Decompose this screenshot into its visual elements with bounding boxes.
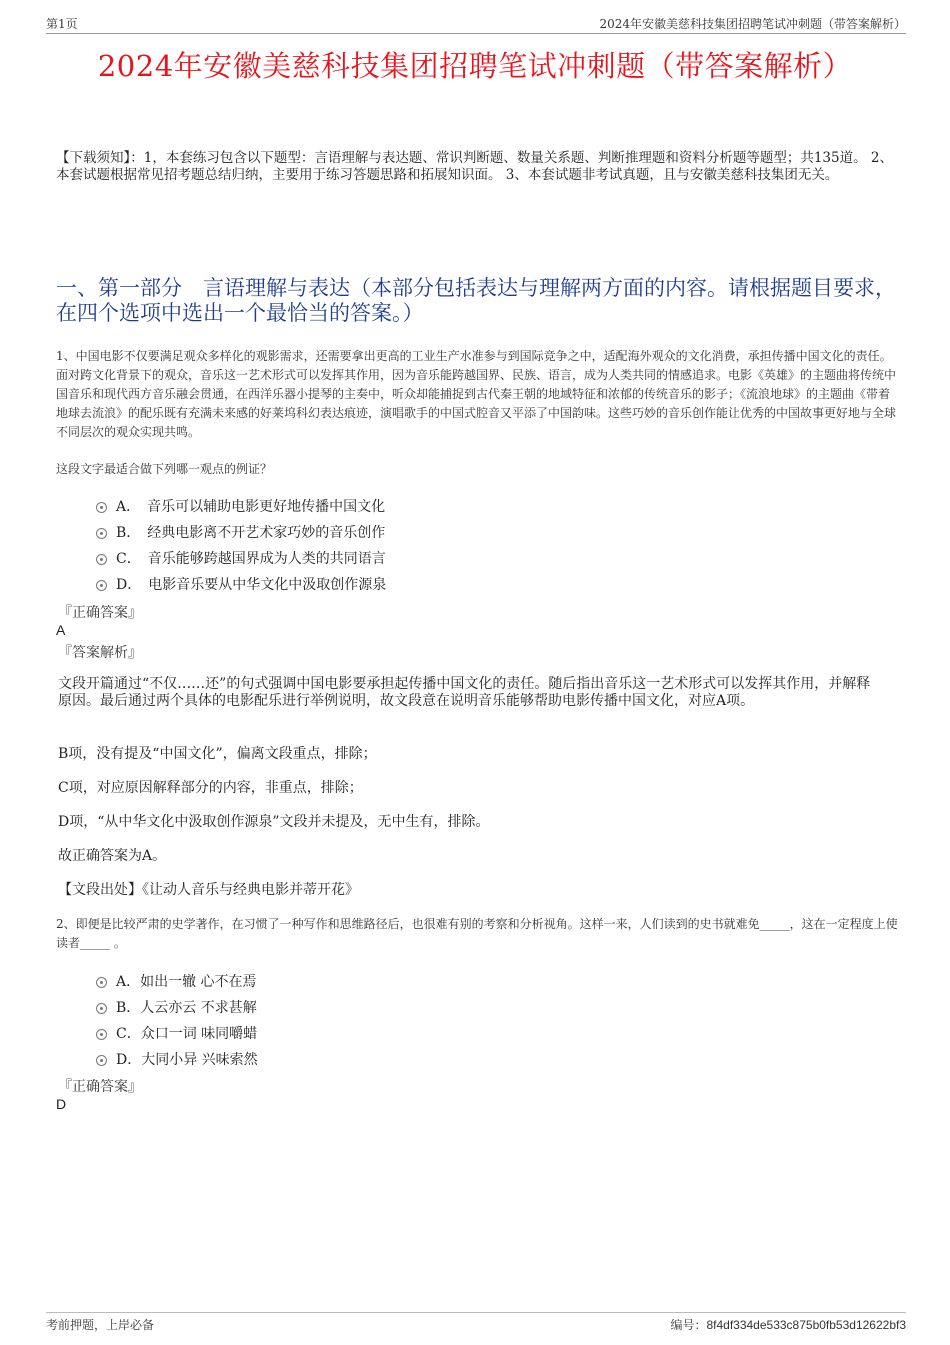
radio-icon[interactable] (96, 580, 107, 591)
radio-icon[interactable] (96, 1055, 107, 1066)
option-label: A． 音乐可以辅助电影更好地传播中国文化 (116, 499, 386, 515)
analysis-paragraph: 文段开篇通过“不仅……还”的句式强调中国电影要承担起传播中国文化的责任。随后指出音乐这一艺术形式可以发挥其作用，并解释原因。最后通过两个具体的电影配乐进行举例说明，故文段意在说明音乐能够帮助电影传播中国文化，对应A项。 (58, 676, 871, 709)
analysis-paragraph: B项，没有提及“中国文化”，偏离文段重点，排除； (58, 746, 377, 762)
code-value: 8f4df334de533c875b0fb53d12622bf3 (706, 1318, 906, 1332)
radio-icon[interactable] (96, 502, 107, 513)
radio-icon[interactable] (96, 1029, 107, 1040)
download-notice: 【下载须知】：1，本套练习包含以下题型：言语理解与表达题、常识判断题、数量关系题、判断推理题和资料分析题等题型；共135道。 2、本套试题根据常见招考题总结归纳，主要用于练习答题思路和拓展知识面。 3、本套试题非考试真题，且与安徽美慈科技集团无关。 (56, 150, 893, 183)
code-label: 编号： (670, 1318, 707, 1332)
footer-slogan: 考前押题，上岸必备 (46, 1318, 155, 1332)
option-label: C． 音乐能够跨越国界成为人类的共同语言 (116, 551, 386, 567)
answer-label: 『正确答案』 (58, 605, 142, 621)
radio-icon[interactable] (96, 1003, 107, 1014)
option-d[interactable] (96, 573, 696, 599)
answer-value: D (56, 1096, 67, 1112)
answer-label: 『正确答案』 (58, 1079, 142, 1095)
question-1-options (96, 495, 696, 599)
answer-value: A (56, 622, 66, 638)
radio-icon[interactable] (96, 977, 107, 988)
question-2-options (96, 970, 696, 1074)
option-a[interactable] (96, 495, 696, 521)
page-title: 2024年安徽美慈科技集团招聘笔试冲刺题（带答案解析） (97, 49, 853, 83)
document-code (670, 1316, 906, 1333)
option-label: C．众口一词 味同嚼蜡 (116, 1026, 258, 1042)
question-2-stem: 2、即便是比较严肃的史学著作，在习惯了一种写作和思维路径后，也很难有别的考察和分析视角。这样一来，人们读到的史书就难免_____，这在一定程度上使读者_____ 。 (56, 917, 898, 950)
radio-icon[interactable] (96, 554, 107, 565)
header-doc-title: 2024年安徽美慈科技集团招聘笔试冲刺题（带答案解析） (599, 17, 906, 31)
page-footer (46, 1312, 906, 1332)
analysis-paragraph: C项，对应原因解释部分的内容，非重点，排除； (58, 780, 363, 796)
question-1-ask: 这段文字最适合做下列哪一观点的例证？ (56, 462, 273, 476)
option-b[interactable] (96, 996, 696, 1022)
analysis-label: 『答案解析』 (58, 645, 142, 661)
question-1-stem: 1、中国电影不仅要满足观众多样化的观影需求，还需要拿出更高的工业生产水准参与到国际竞争之中，适配海外观众的文化消费，承担传播中国文化的责任。面对跨文化背景下的观众，音乐这一艺术形式可以发挥其作用，因为音乐能跨越国界、民族、语言，成为人类共同的情感追求。电影《英雄》的主题曲将传统中国音乐和现代西方音乐融会贯通，在西洋乐器小提琴的主奏中，听众却能捕捉到古代秦王朝的地域特征和浓郁的传统音乐的影子；《流浪地球》的主题曲《带着地球去流浪》的配乐既有充满未来感的好莱坞科幻表达痕迹，演唱歌手的中国式腔音又平添了中国韵味。这些巧妙的音乐创作能让优秀的中国故事更好地与全球不同层次的观众实现共鸣。 (56, 349, 897, 439)
radio-icon[interactable] (96, 528, 107, 539)
option-label: D．大同小异 兴味索然 (116, 1052, 258, 1068)
option-c[interactable] (96, 547, 696, 573)
analysis-conclusion: 故正确答案为A。 (58, 848, 167, 864)
analysis-paragraph: D项，“从中华文化中汲取创作源泉”文段并未提及，无中生有，排除。 (58, 814, 490, 830)
option-b[interactable] (96, 521, 696, 547)
text-source: 【文段出处】《让动人音乐与经典电影并蒂开花》 (58, 882, 359, 898)
option-c[interactable] (96, 1022, 696, 1048)
option-label: B．人云亦云 不求甚解 (116, 1000, 257, 1016)
option-a[interactable] (96, 970, 696, 996)
option-label: B． 经典电影离不开艺术家巧妙的音乐创作 (116, 525, 386, 541)
option-d[interactable] (96, 1048, 696, 1074)
section-heading: 一、第一部分 言语理解与表达（本部分包括表达与理解两方面的内容。请根据题目要求，在四个选项中选出一个最恰当的答案。） (56, 276, 896, 325)
page-header (46, 14, 906, 34)
page-number: 第1页 (46, 17, 78, 31)
option-label: A．如出一辙 心不在焉 (116, 974, 257, 990)
option-label: D． 电影音乐要从中华文化中汲取创作源泉 (116, 577, 387, 593)
